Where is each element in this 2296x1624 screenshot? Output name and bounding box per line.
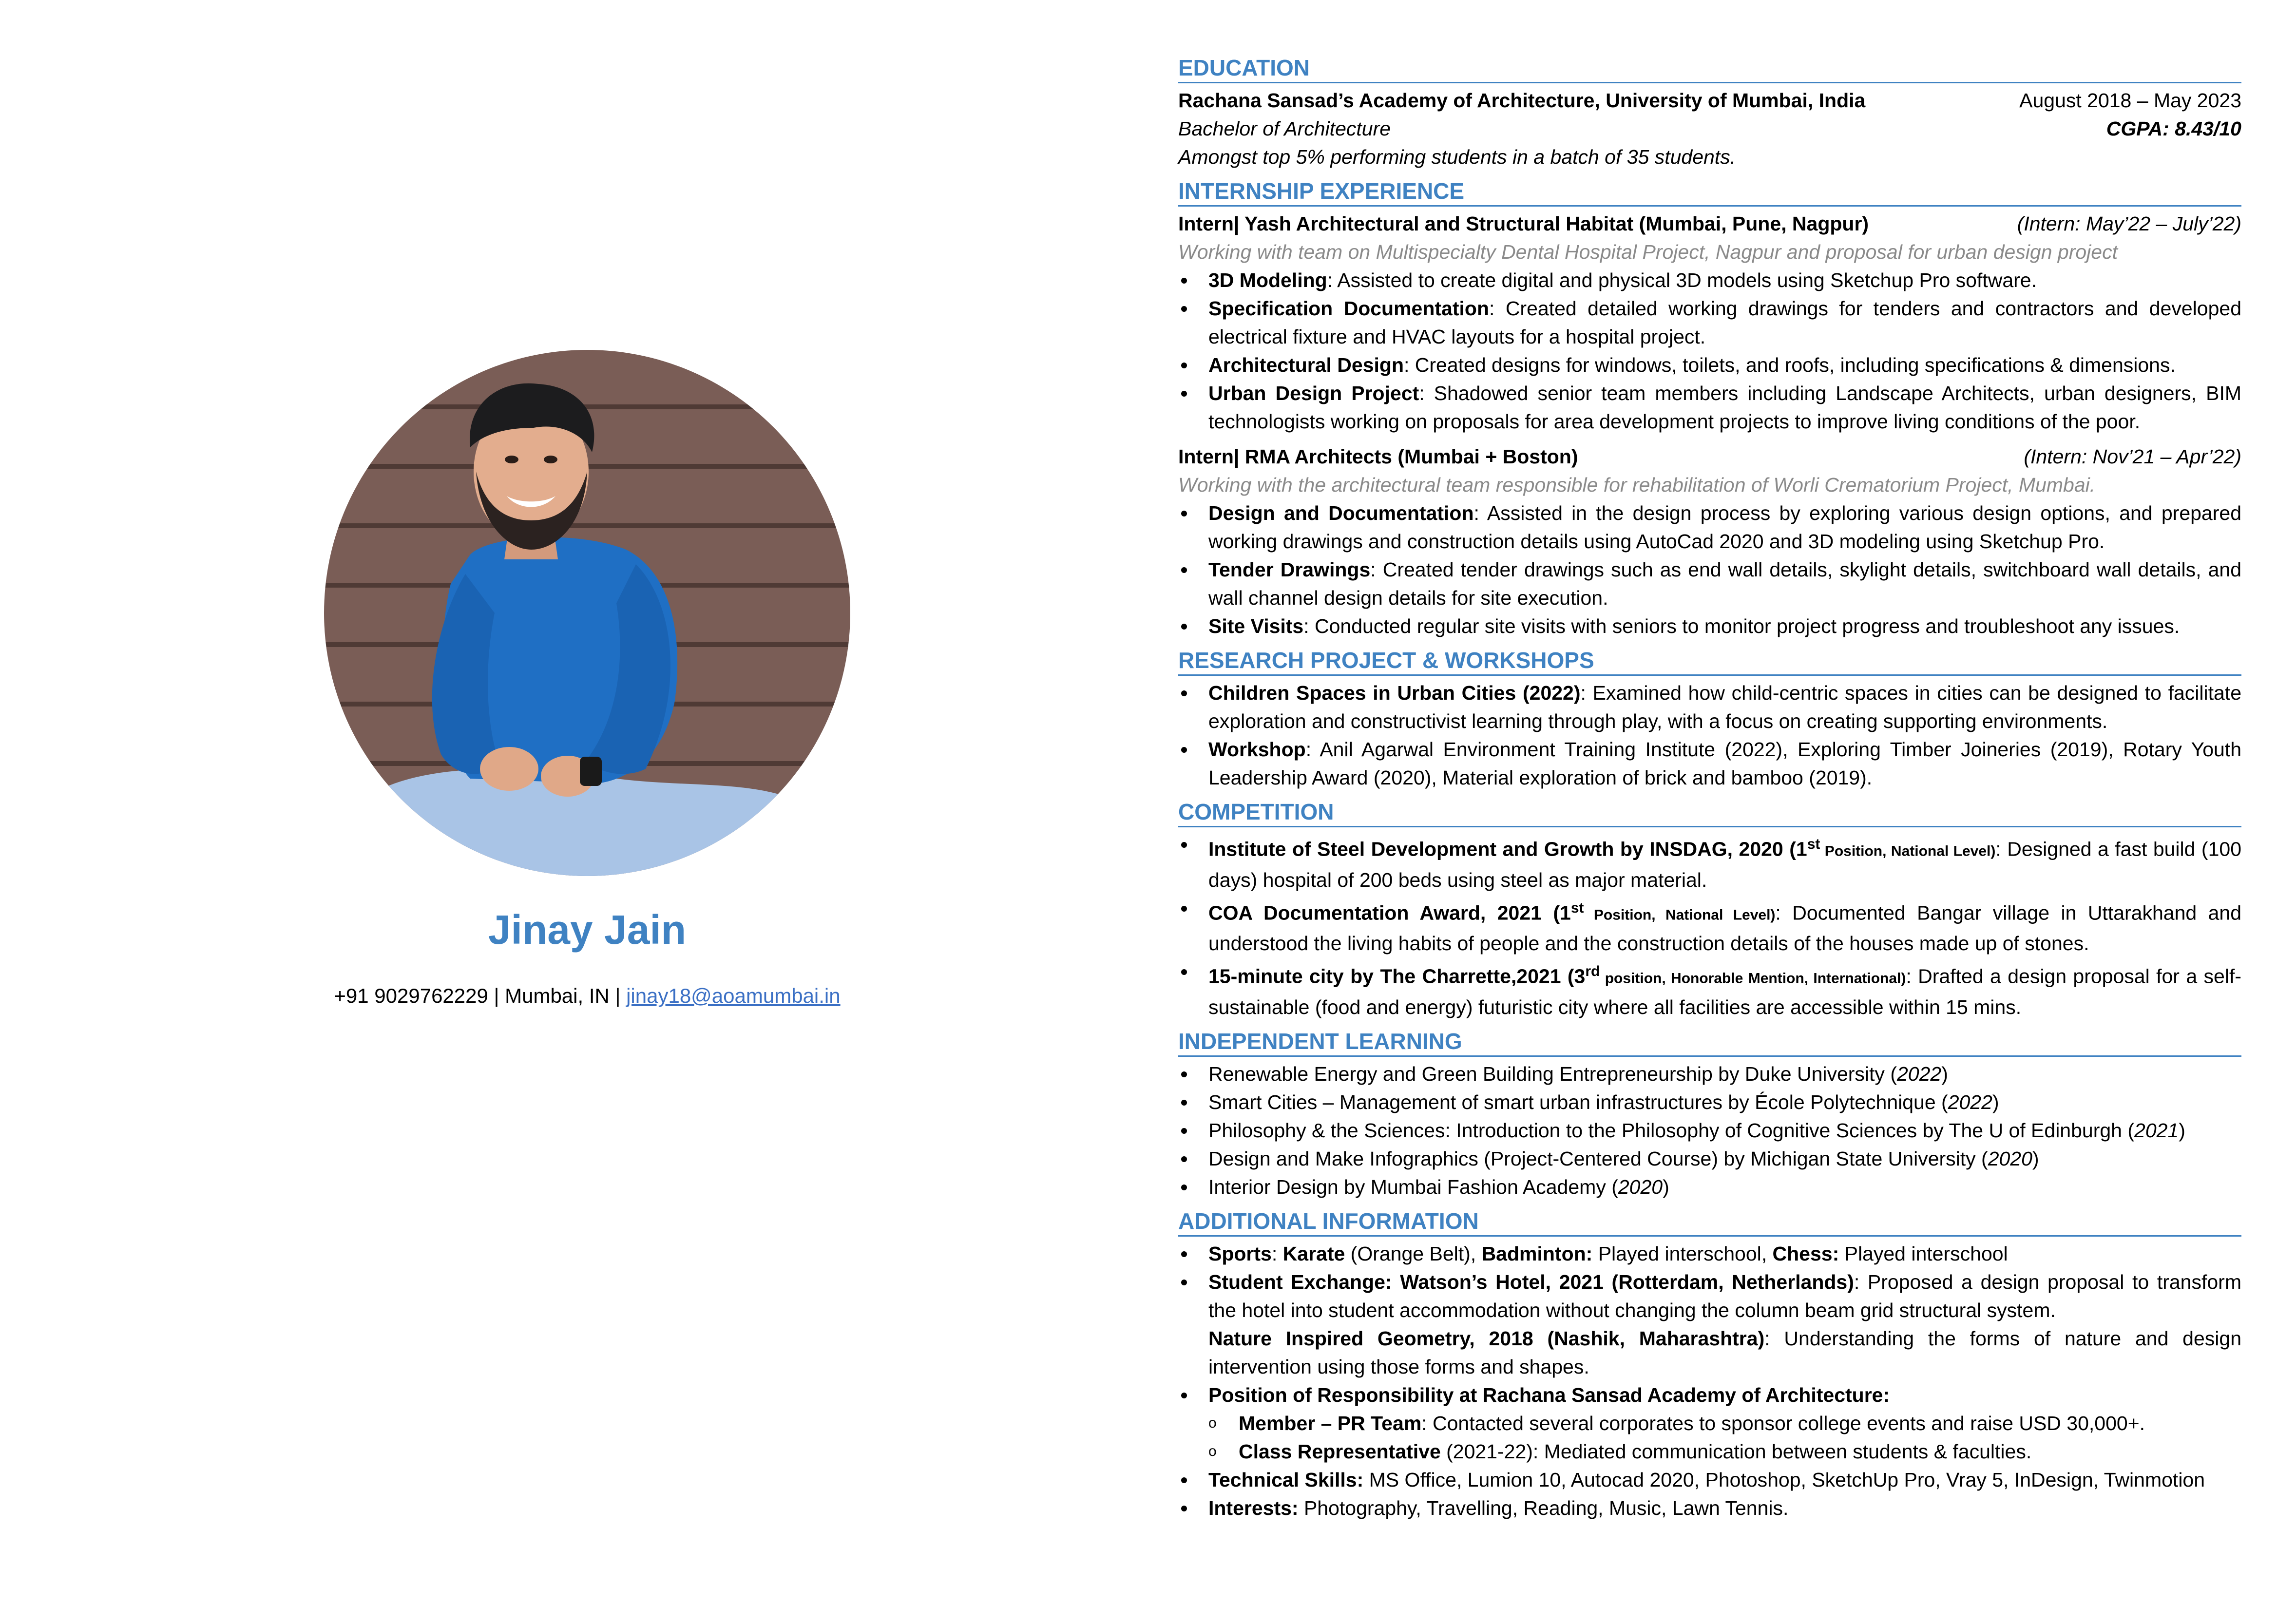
point-label: Institute of Steel Development and Growth by INSDAG, 2020 (1: [1208, 838, 1807, 860]
list-item: [1178, 379, 2241, 436]
point-text: : Created tender drawings such as end wall details, skylight details, switchboard wall details, and wall channel design details for site execution.: [1208, 558, 2241, 609]
section-title-research: RESEARCH PROJECT & WORKSHOPS: [1178, 646, 2241, 676]
course-year: 2022: [1896, 1062, 1942, 1085]
section-title-competition: COMPETITION: [1178, 798, 2241, 827]
list-item: [1178, 612, 2241, 640]
point-text: :: [1271, 1242, 1283, 1265]
point-text: : Conducted regular site visits with seniors to monitor project progress and troubleshoot any issues.: [1303, 615, 2180, 637]
sport-karate: Karate: [1282, 1242, 1345, 1265]
point-label: Workshop: [1208, 738, 1306, 761]
point-text: : Shadowed senior team members including Landscape Architects, urban designers, BIM technologists working on proposals for area development projects to improve living conditions of the poor.: [1208, 382, 2241, 433]
candidate-name: Jinay Jain: [488, 907, 687, 953]
course-end: ): [1941, 1062, 1948, 1085]
research-section: [1178, 646, 2241, 792]
course-end: ): [1992, 1090, 1999, 1113]
list-item: [1178, 1240, 2241, 1268]
research-points: [1178, 679, 2241, 792]
job-summary: Working with the architectural team responsible for rehabilitation of Worli Crematorium Project, Mumbai.: [1178, 474, 2096, 496]
additional-section: [1178, 1207, 2241, 1522]
point-text: Photography, Travelling, Reading, Music, Lawn Tennis.: [1298, 1496, 1789, 1519]
list-item: [1178, 555, 2241, 612]
ordinal-sup: st: [1807, 836, 1820, 852]
point-label: Interests:: [1208, 1496, 1299, 1519]
section-title-internship: INTERNSHIP EXPERIENCE: [1178, 177, 2241, 207]
list-item: [1178, 1173, 2241, 1201]
degree: Bachelor of Architecture: [1178, 117, 1391, 140]
section-title-learning: INDEPENDENT LEARNING: [1178, 1027, 2241, 1057]
point-text: Played interschool: [1839, 1242, 2008, 1265]
ordinal-sup: rd: [1585, 963, 1600, 980]
point-text: : Created detailed working drawings for tenders and contractors and developed electrical fixture and HVAC layouts for a hospital project.: [1208, 297, 2241, 348]
contact-line: [0, 984, 1174, 1008]
point-label: Nature Inspired Geometry, 2018 (Nashik, Maharashtra): [1208, 1327, 1765, 1350]
course-end: ): [2032, 1147, 2039, 1170]
job-points: [1178, 499, 2241, 640]
school-name: Rachana Sansad’s Academy of Architecture, University of Mumbai, India: [1178, 89, 1866, 112]
job-role: Intern| RMA Architects (Mumbai + Boston): [1178, 445, 1578, 468]
role-text: (2021-22): Mediated communication between students & faculties.: [1440, 1440, 2032, 1463]
point-rank: Position, National Level): [1820, 843, 1996, 860]
internship-section: [1178, 177, 2241, 640]
point-label: Position of Responsibility at Rachana Sansad Academy of Architecture:: [1208, 1383, 1890, 1406]
contact-separator: |: [609, 984, 627, 1007]
job-header: [1178, 442, 2241, 471]
profile-photo: [324, 350, 850, 876]
list-item: [1178, 294, 2241, 351]
course-year: 2022: [1948, 1090, 1992, 1113]
learning-section: [1178, 1027, 2241, 1201]
list-item: [1178, 1494, 2241, 1522]
point-label: Student Exchange: Watson’s Hotel, 2021 (Rotterdam, Netherlands): [1208, 1270, 1854, 1293]
point-text: : Examined how child-centric spaces in cities can be designed to facilitate exploration and constructivist learning through play, with a focus on creating supporting environments.: [1208, 682, 2241, 732]
course-text: Renewable Energy and Green Building Entrepreneurship by Duke University (: [1208, 1062, 1897, 1085]
point-text: : Assisted in the design process by exploring various design options, and prepared working drawings and construction details using AutoCad 2020 and 3D modeling using Sketchup Pro.: [1208, 502, 2241, 553]
list-item: [1178, 679, 2241, 735]
nature-geometry-item: [1178, 1324, 2241, 1381]
education-section: [1178, 54, 2241, 171]
point-text: Played interschool,: [1592, 1242, 1773, 1265]
role-text: : Contacted several corporates to sponsor college events and raise USD 30,000+.: [1421, 1412, 2145, 1434]
list-item: [1178, 1409, 2241, 1437]
education-dates: August 2018 – May 2023: [2019, 89, 2241, 112]
point-label: Urban Design Project: [1208, 382, 1419, 404]
point-text: : Designed a fast build (100 days) hospital of 200 beds using steel as major material.: [1208, 838, 2241, 891]
profile-panel: [0, 0, 1121, 1624]
list-item: [1178, 499, 2241, 555]
point-label: Architectural Design: [1208, 354, 1404, 376]
profile-photo-illustration: [324, 350, 850, 876]
job-role: Intern| Yash Architectural and Structural Habitat (Mumbai, Pune, Nagpur): [1178, 212, 1869, 235]
list-item: [1178, 266, 2241, 294]
point-label: Sports: [1208, 1242, 1272, 1265]
job-header: [1178, 210, 2241, 238]
job-period: (Intern: Nov’21 – Apr’22): [2024, 445, 2241, 468]
competition-points: [1178, 830, 2241, 1021]
education-note: Amongst top 5% performing students in a batch of 35 students.: [1178, 146, 1736, 168]
list-item: [1178, 1145, 2241, 1173]
additional-points-2: [1178, 1381, 2241, 1409]
course-text: Smart Cities – Management of smart urban infrastructures by École Polytechnique (: [1208, 1090, 1948, 1113]
point-text: : Created designs for windows, toilets, and roofs, including specifications & dimensions.: [1404, 354, 2176, 376]
point-label: Tender Drawings: [1208, 558, 1371, 581]
point-rank: Position, National Level): [1584, 907, 1776, 923]
point-text: (Orange Belt),: [1345, 1242, 1482, 1265]
role-label: Member – PR Team: [1239, 1412, 1422, 1434]
email-link[interactable]: jinay18@aoamumbai.in: [626, 984, 841, 1007]
job-summary: Working with team on Multispecialty Dental Hospital Project, Nagpur and proposal for urban design project: [1178, 241, 2118, 263]
contact-separator: |: [488, 984, 505, 1007]
course-end: ): [1663, 1175, 1669, 1198]
list-item: [1178, 830, 2241, 894]
education-degree-row: [1178, 115, 2241, 143]
education-school-row: [1178, 86, 2241, 115]
course-text: Philosophy & the Sciences: Introduction to the Philosophy of Cognitive Sciences by The U of Edinburgh (: [1208, 1119, 2135, 1142]
course-end: ): [2179, 1119, 2185, 1142]
cgpa: CGPA: 8.43/10: [2106, 117, 2241, 140]
list-item: [1178, 735, 2241, 792]
ordinal-sup: st: [1570, 899, 1584, 916]
list-item: [1178, 1116, 2241, 1145]
course-text: Interior Design by Mumbai Fashion Academy (: [1208, 1175, 1618, 1198]
point-label: Site Visits: [1208, 615, 1304, 637]
course-year: 2020: [1988, 1147, 2032, 1170]
point-label: Children Spaces in Urban Cities (2022): [1208, 682, 1581, 704]
point-label: 15-minute city by The Charrette,2021 (3: [1208, 965, 1586, 988]
point-text: : Assisted to create digital and physical 3D models using Sketchup Pro software.: [1327, 269, 2037, 291]
sport-badminton: Badminton:: [1481, 1242, 1593, 1265]
point-rank: position, Honorable Mention, International): [1600, 970, 1906, 987]
list-item: [1178, 1381, 2241, 1409]
point-label: Technical Skills:: [1208, 1468, 1364, 1491]
job-period: (Intern: May’22 – July’22): [2017, 212, 2241, 235]
list-item: [1178, 894, 2241, 958]
point-text: : Proposed a design proposal to transform the hotel into student accommodation without changing the column beam grid structural system.: [1208, 1270, 2241, 1321]
list-item: [1178, 1466, 2241, 1494]
job-points: [1178, 266, 2241, 436]
responsibility-roles: [1178, 1409, 2241, 1466]
point-text: MS Office, Lumion 10, Autocad 2020, Photoshop, SketchUp Pro, Vray 5, InDesign, Twinmotion: [1363, 1468, 2205, 1491]
location: Mumbai, IN: [505, 984, 610, 1007]
sport-chess: Chess:: [1772, 1242, 1839, 1265]
course-text: Design and Make Infographics (Project-Centered Course) by Michigan State University (: [1208, 1147, 1988, 1170]
phone-number: +91 9029762229: [334, 984, 488, 1007]
additional-points: [1178, 1240, 2241, 1324]
list-item: [1178, 1088, 2241, 1116]
list-item: [1178, 957, 2241, 1021]
course-year: 2021: [2134, 1119, 2179, 1142]
point-text: : Understanding the forms of nature and design intervention using those forms and shapes.: [1208, 1327, 2241, 1378]
role-label: Class Representative: [1239, 1440, 1441, 1463]
point-text: : Documented Bangar village in Uttarakhand and understood the living habits of people and the construction details of the houses made up of stones.: [1208, 901, 2242, 955]
learning-points: [1178, 1060, 2241, 1201]
list-item: [1178, 1268, 2241, 1324]
course-year: 2020: [1618, 1175, 1663, 1198]
section-title-education: EDUCATION: [1178, 54, 2241, 83]
list-item: [1178, 351, 2241, 379]
point-label: Design and Documentation: [1208, 502, 1474, 524]
section-title-additional: ADDITIONAL INFORMATION: [1178, 1207, 2241, 1237]
additional-points-3: [1178, 1466, 2241, 1522]
competition-section: [1178, 798, 2241, 1021]
list-item: [1178, 1437, 2241, 1466]
point-label: 3D Modeling: [1208, 269, 1327, 291]
point-label: Specification Documentation: [1208, 297, 1489, 320]
point-text: : Anil Agarwal Environment Training Institute (2022), Exploring Timber Joineries (2019), Rotary Youth Leadership Award (2020), Material exploration of brick and bamboo (2019).: [1208, 738, 2241, 789]
list-item: [1178, 1060, 2241, 1088]
point-text: : Drafted a design proposal for a self-sustainable (food and energy) futuristic city where all facilities are accessible within 15 mins.: [1208, 965, 2242, 1018]
point-label: COA Documentation Award, 2021 (1: [1208, 901, 1571, 924]
resume-content: [1178, 54, 2241, 1528]
